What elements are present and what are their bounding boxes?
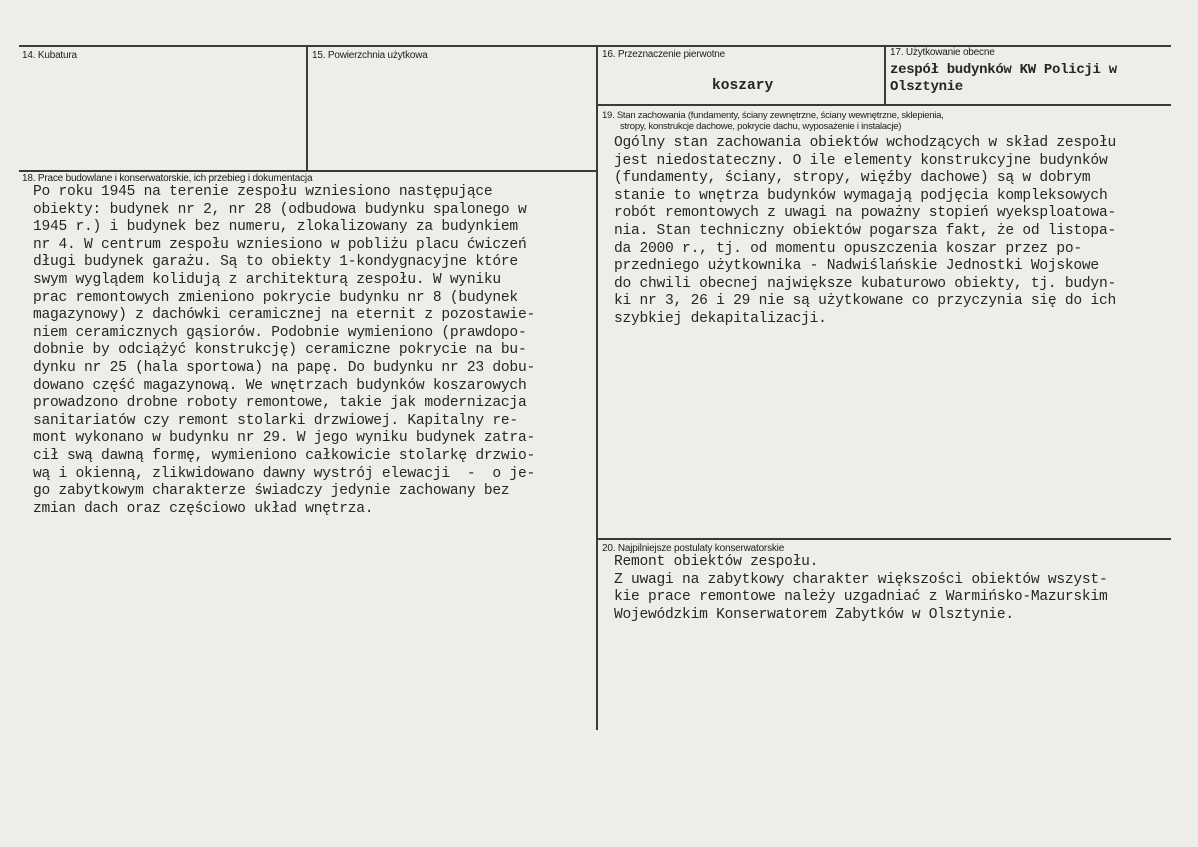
- paragraph-line: mont wykonano w budynku nr 29. W jego wyniku budynek zatra-: [33, 430, 535, 447]
- paragraph-line: nr 4. W centrum zespołu wzniesiono w pobliżu placu ćwiczeń: [33, 236, 527, 253]
- paragraph-line: kie prace remontowe należy uzgadniać z Warmińsko-Mazurskim: [614, 589, 1108, 606]
- field-17-value: [890, 62, 1117, 96]
- field-18-text: [33, 184, 535, 518]
- field-17-label: 17. Użytkowanie obecne: [890, 47, 995, 58]
- paragraph-line: przedniego użytkownika - Nadwiślańskie Jednostki Wojskowe: [614, 258, 1099, 275]
- paragraph-line: dynku nr 25 (hala sportowa) na papę. Do budynku nr 23 dobu-: [33, 359, 535, 376]
- field-15-label: 15. Powierzchnia użytkowa: [312, 50, 428, 61]
- paragraph-line: stanie to wnętrza budynków wymagają podjęcia kompleksowych: [614, 187, 1108, 204]
- paragraph-line: prowadzono drobne roboty remontowe, takie jak modernizacja: [33, 395, 527, 412]
- paragraph-line: zmian dach oraz częściowo układ wnętrza.: [33, 500, 374, 517]
- paragraph-line: cił swą dawną formę, wymieniono całkowicie stolarkę drzwio-: [33, 447, 535, 464]
- paragraph-line: go zabytkowym charakterze świadczy jedynie zachowany bez: [33, 483, 510, 500]
- vertical-divider-16-17: [884, 45, 886, 106]
- rule-below-15: [19, 170, 598, 172]
- paragraph-line: Wojewódzkim Konserwatorem Zabytków w Olsztynie.: [614, 606, 1014, 623]
- paragraph-line: nia. Stan techniczny obiektów pogarsza fakt, że od listopa-: [614, 222, 1116, 239]
- paragraph-line: Z uwagi na zabytkowy charakter większości obiektów wszyst-: [614, 571, 1108, 588]
- paragraph-line: długi budynek garażu. Są to obiekty 1-kondygnacyjne które: [33, 254, 518, 271]
- paragraph-line: dowano część magazynową. We wnętrzach budynków koszarowych: [33, 377, 527, 394]
- paragraph-line: obiekty: budynek nr 2, nr 28 (odbudowa budynku spalonego w: [33, 201, 527, 218]
- vertical-divider-main: [596, 45, 598, 730]
- paragraph-line: dobnie by odciążyć konstrukcję) ceramiczne pokrycie na bu-: [33, 342, 527, 359]
- paragraph-line: 1945 r.) i budynek bez numeru, zlokalizowany za budynkiem: [33, 219, 518, 236]
- paragraph-line: magazynowy) z dachówki ceramicznej na eternit z pozostawie-: [33, 307, 535, 324]
- field-19-label-line-2: stropy, konstrukcje dachowe, pokrycie dachu, wyposażenie i instalacje): [620, 121, 902, 132]
- field-14-label: 14. Kubatura: [22, 50, 77, 61]
- field-18-label: 18. Prace budowlane i konserwatorskie, ich przebieg i dokumentacja: [22, 173, 313, 184]
- paragraph-line: ki nr 3, 26 i 29 nie są użytkowane co przyczynia się do ich: [614, 293, 1116, 310]
- field-16-label: 16. Przeznaczenie pierwotne: [602, 49, 726, 60]
- paragraph-line: prac remontowych zmieniono pokrycie budynku nr 8 (budynek: [33, 289, 518, 306]
- paragraph-line: robót remontowych z uwagi na poważny stopień wyeksploatowa-: [614, 205, 1116, 222]
- field-20-text: [614, 554, 1107, 624]
- paragraph-line: jest niedostateczny. O ile elementy konstrukcyjne budynków: [614, 152, 1108, 169]
- paragraph-line: do chwili obecnej największe kubaturowo obiekty, tj. budyn-: [614, 275, 1116, 292]
- field-16-value: koszary: [712, 78, 774, 94]
- top-rule: [19, 45, 1171, 47]
- paragraph-line: wą i okienną, zlikwidowano dawny wystrój elewacji - o je-: [33, 465, 535, 482]
- field-17-value-line: zespół budynków KW Policji w: [890, 62, 1117, 78]
- paragraph-line: Ogólny stan zachowania obiektów wchodzących w skład zespołu: [614, 135, 1116, 151]
- paragraph-line: szybkiej dekapitalizacji.: [614, 310, 827, 327]
- field-17-value-line: Olsztynie: [890, 79, 963, 95]
- paragraph-line: swym wyglądem kolidują z architekturą zespołu. W wyniku: [33, 271, 501, 288]
- paragraph-line: Po roku 1945 na terenie zespołu wzniesiono następujące: [33, 184, 493, 200]
- field-19-label: [602, 110, 944, 132]
- paragraph-line: da 2000 r., tj. od momentu opuszczenia koszar przez po-: [614, 240, 1082, 257]
- paragraph-line: Remont obiektów zespołu.: [614, 554, 819, 570]
- field-19-label-line-1: 19. Stan zachowania (fundamenty, ściany zewnętrzne, ściany wewnętrzne, sklepienia,: [602, 110, 944, 121]
- paragraph-line: sanitariatów czy remont stolarki drzwiowej. Kapitalny re-: [33, 412, 518, 429]
- paragraph-line: niem ceramicznych gąsiorów. Podobnie wymieniono (prawdopo-: [33, 324, 527, 341]
- rule-below-19: [598, 538, 1171, 540]
- vertical-divider-14-15: [306, 45, 308, 171]
- field-20-label: 20. Najpilniejsze postulaty konserwatorskie: [602, 543, 785, 554]
- paragraph-line: (fundamenty, ściany, stropy, więźby dachowe) są w dobrym: [614, 170, 1091, 187]
- field-19-text: [614, 135, 1116, 329]
